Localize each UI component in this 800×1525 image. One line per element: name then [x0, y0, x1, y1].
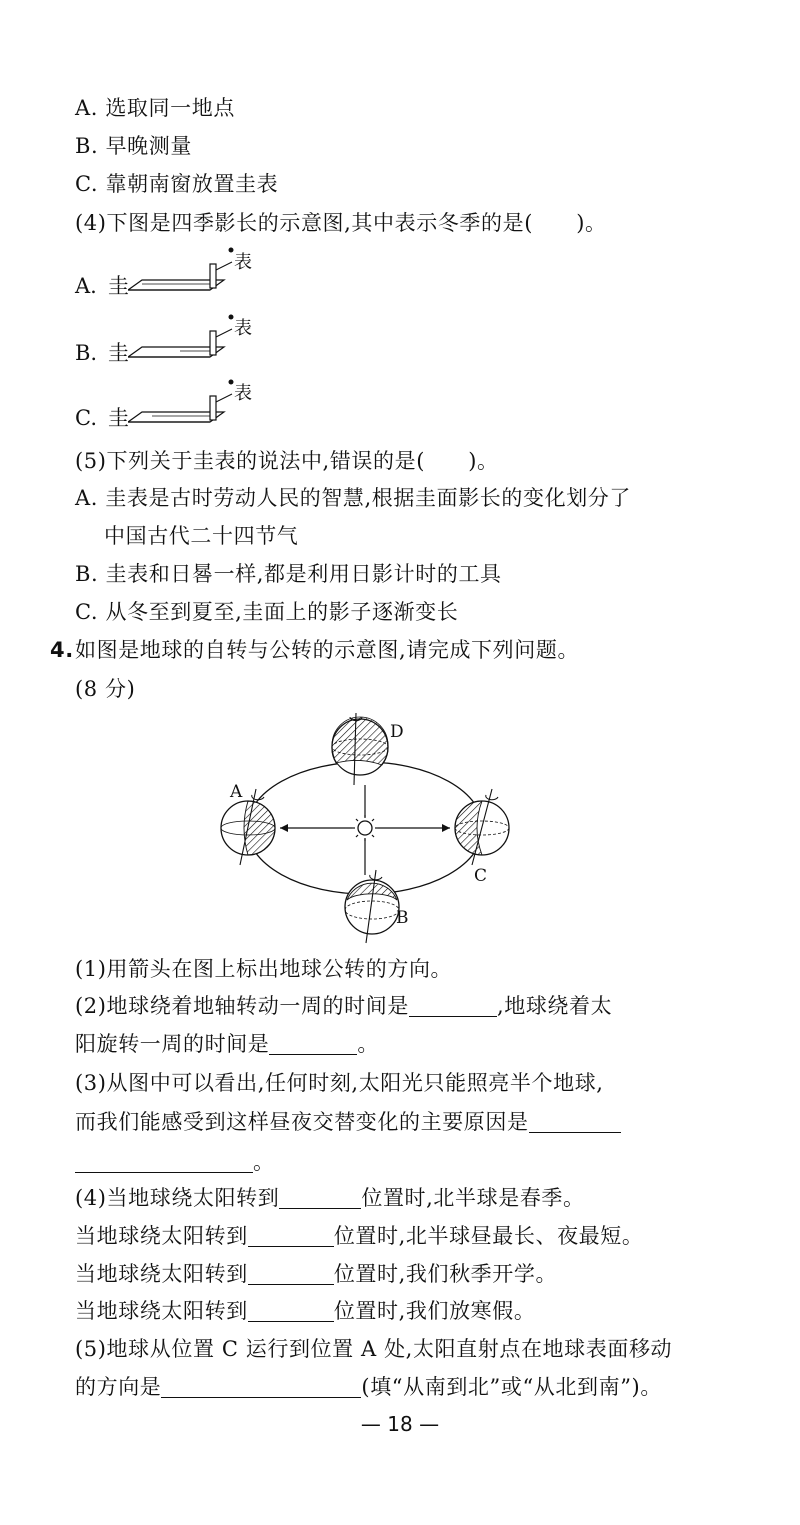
q4-score: (8 分) — [75, 677, 136, 701]
gnomon-option-c-gui: 圭 — [108, 406, 129, 430]
gnomon-c-figure — [128, 378, 238, 428]
earth-label-c: C — [474, 866, 488, 886]
answer-blank-rotation-period[interactable] — [409, 994, 497, 1017]
gnomon-a-figure — [128, 246, 238, 296]
q3-sub4-prompt: (4)下图是四季影长的示意图,其中表示冬季的是( )。 — [75, 211, 607, 235]
earth-orbit-diagram — [210, 705, 530, 950]
q4-sub4-text-f: 位置时,我们放寒假。 — [333, 1299, 536, 1323]
gnomon-option-b-gui: 圭 — [108, 341, 129, 365]
q4-sub2-text-c: 阳旋转一周的时间是 — [75, 1032, 270, 1056]
q4-sub2-text-b: ,地球绕着太 — [496, 994, 613, 1018]
gnomon-option-a-letter: A. — [75, 274, 97, 298]
q4-number: 4. — [50, 638, 74, 662]
q4-sub4-line3 — [75, 1260, 557, 1288]
q3-option-c: C. 靠朝南窗放置圭表 — [75, 172, 279, 196]
q4-sub4-text-d: 位置时,北半球昼最长、夜最短。 — [333, 1224, 644, 1248]
answer-blank-day-night-reason-2[interactable] — [75, 1150, 253, 1173]
answer-blank-day-night-reason-1[interactable] — [529, 1110, 621, 1133]
q4-sub3-line2 — [75, 1108, 621, 1136]
q3-option-b: B. 早晚测量 — [75, 134, 192, 158]
q4-sub5-text-b: 的方向是 — [75, 1375, 162, 1399]
q4-stem: 如图是地球的自转与公转的示意图,请完成下列问题。 — [75, 638, 580, 662]
q4-sub4-text-e: 位置时,我们秋季开学。 — [333, 1262, 558, 1286]
q4-sub4-text-a: (4)当地球绕太阳转到 — [75, 1186, 280, 1210]
gnomon-option-b-letter: B. — [75, 341, 98, 365]
page-number: — 18 — — [360, 1412, 440, 1436]
q4-sub2-text-d: 。 — [357, 1032, 380, 1056]
q3-sub5-option-b: B. 圭表和日晷一样,都是利用日影计时的工具 — [75, 562, 502, 586]
earth-label-b: B — [396, 908, 409, 928]
q3-option-a: A. 选取同一地点 — [75, 96, 235, 120]
q4-sub1: (1)用箭头在图上标出地球公转的方向。 — [75, 957, 453, 981]
q4-sub4-text-b: 位置时,北半球是春季。 — [361, 1186, 585, 1210]
q3-sub5-option-a: A. 圭表是古时劳动人民的智慧,根据圭面影长的变化划分了 — [75, 486, 631, 510]
q4-sub5-line1: (5)地球从位置 C 运行到位置 A 处,太阳直射点在地球表面移动 — [75, 1337, 673, 1361]
q4-sub4-text-c3: 当地球绕太阳转到 — [75, 1299, 248, 1323]
q4-sub3-text-b: 而我们能感受到这样昼夜交替变化的主要原因是 — [75, 1110, 529, 1134]
gnomon-b-figure — [128, 313, 238, 363]
q4-sub3-line1: (3)从图中可以看出,任何时刻,太阳光只能照亮半个地球, — [75, 1071, 604, 1095]
gnomon-c-biao: 表 — [234, 383, 252, 404]
answer-blank-winter-position[interactable] — [248, 1299, 334, 1322]
earth-d-icon — [332, 713, 388, 785]
answer-blank-revolution-period[interactable] — [269, 1032, 357, 1055]
earth-label-d: D — [390, 722, 404, 742]
q3-sub5-option-a-cont: 中国古代二十四节气 — [104, 524, 299, 548]
answer-blank-autumn-position[interactable] — [248, 1262, 334, 1285]
q4-sub2-line1 — [75, 992, 612, 1020]
q4-sub4-line4 — [75, 1297, 536, 1325]
answer-blank-spring-position[interactable] — [279, 1186, 361, 1209]
q4-sub4-line1 — [75, 1184, 585, 1212]
q4-sub4-text-c1: 当地球绕太阳转到 — [75, 1224, 248, 1248]
gnomon-a-biao: 表 — [234, 252, 252, 273]
gnomon-option-a-gui: 圭 — [108, 274, 129, 298]
q4-sub2-line2 — [75, 1030, 379, 1058]
gnomon-option-c-letter: C. — [75, 406, 97, 430]
q4-sub5-line2 — [75, 1373, 662, 1401]
answer-blank-direct-point-direction[interactable] — [161, 1375, 361, 1398]
q4-sub3-text-c: 。 — [253, 1150, 275, 1174]
q3-sub5-prompt: (5)下列关于圭表的说法中,错误的是( )。 — [75, 449, 499, 473]
gnomon-b-biao: 表 — [234, 318, 252, 339]
earth-c-icon — [455, 789, 509, 865]
q4-sub3-line3 — [75, 1148, 275, 1176]
q4-sub4-line2 — [75, 1222, 644, 1250]
q4-sub5-text-c: (填“从南到北”或“从北到南”)。 — [361, 1375, 662, 1399]
earth-b-icon — [345, 870, 399, 943]
q4-sub2-text-a: (2)地球绕着地轴转动一周的时间是 — [75, 994, 409, 1018]
q4-sub4-text-c2: 当地球绕太阳转到 — [75, 1262, 248, 1286]
earth-label-a: A — [230, 782, 243, 802]
sun-icon — [352, 815, 378, 841]
q3-sub5-option-c: C. 从冬至到夏至,圭面上的影子逐渐变长 — [75, 600, 459, 624]
answer-blank-summer-position[interactable] — [248, 1224, 334, 1247]
